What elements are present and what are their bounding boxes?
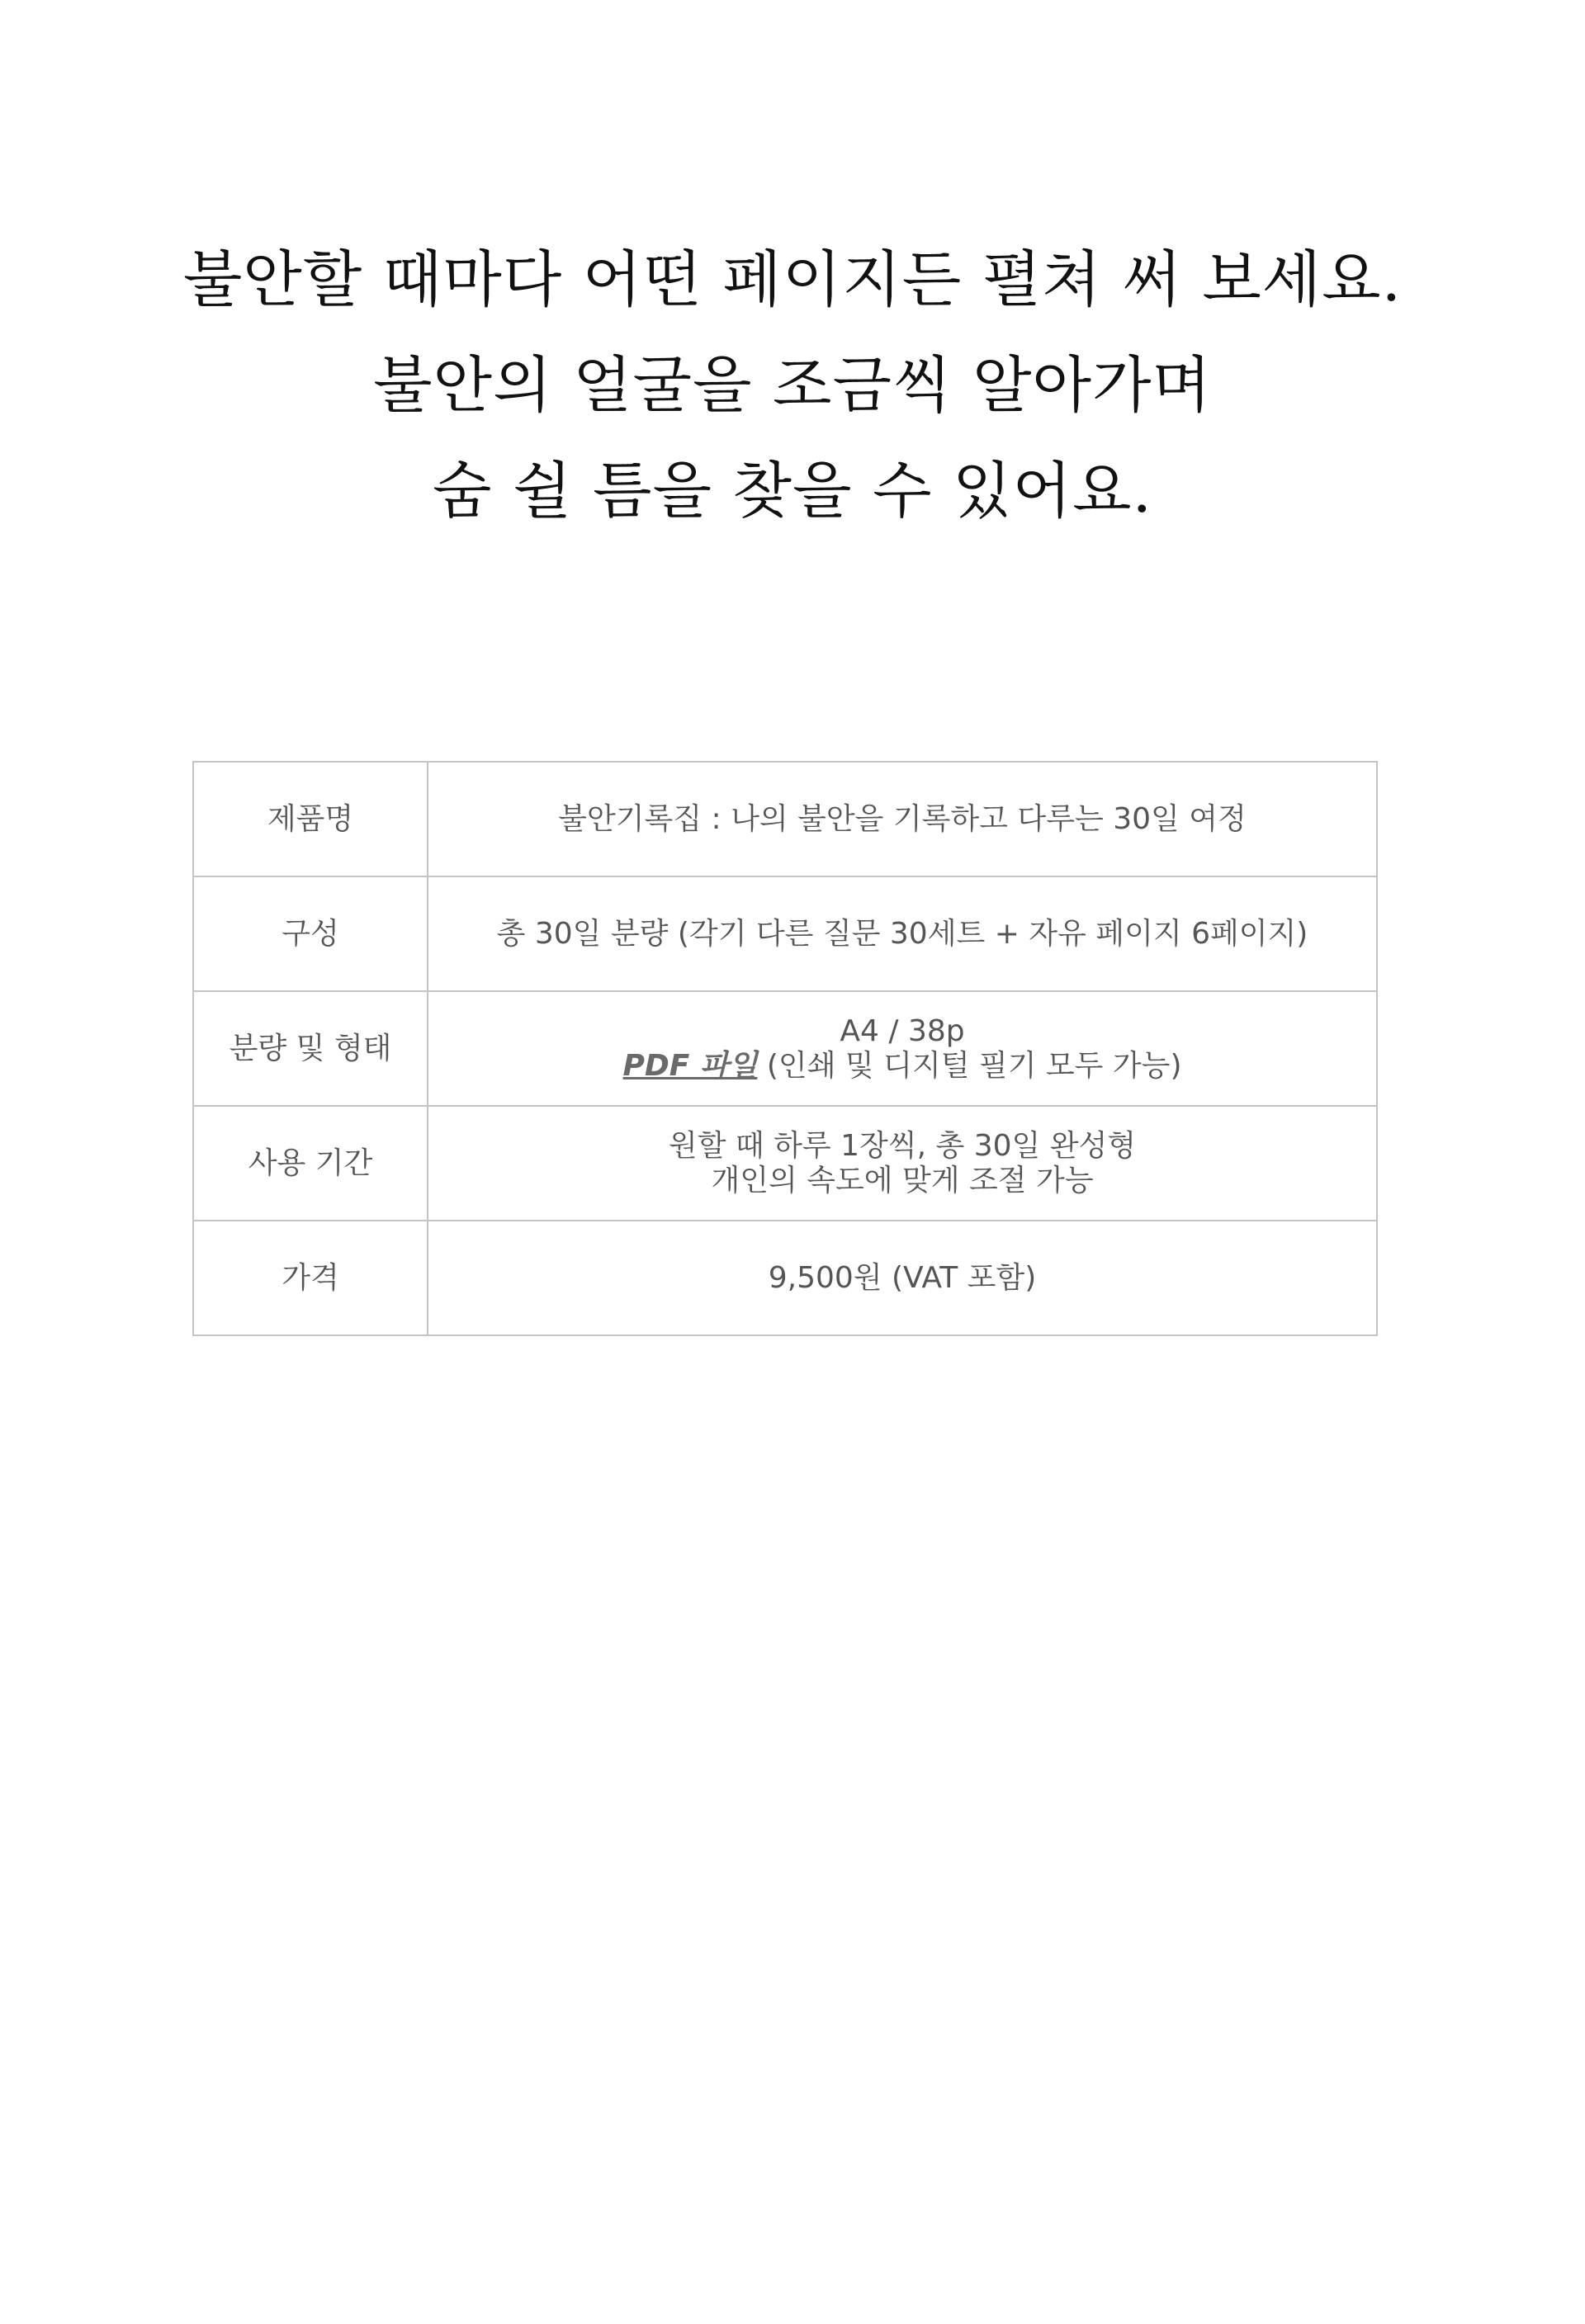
row-label-usage-period: 사용 기간: [193, 1106, 428, 1221]
table-row-product-name: [193, 762, 1377, 876]
row-label-price: 가격: [193, 1221, 428, 1335]
product-info-table: [192, 761, 1378, 1336]
format-file-type: [428, 1049, 1376, 1084]
row-value-product-name: 불안기록집 : 나의 불안을 기록하고 다루는 30일 여정: [428, 762, 1377, 876]
row-value-format: [428, 991, 1377, 1106]
row-value-composition: 총 30일 분량 (각기 다른 질문 30세트 + 자유 페이지 6페이지): [428, 876, 1377, 991]
table-row-price: [193, 1221, 1377, 1335]
table-row-usage-period: [193, 1106, 1377, 1221]
row-label-format: 분량 및 형태: [193, 991, 428, 1106]
headline-line-3: 숨 쉴 틈을 찾을 수 있어요.: [433, 456, 1152, 527]
headline-line-1: 불안할 때마다 어떤 페이지든 펼쳐 써 보세요.: [182, 244, 1403, 315]
table-row-composition: [193, 876, 1377, 991]
headline-line-2: 불안의 얼굴을 조금씩 알아가며: [373, 350, 1212, 421]
format-size-pages: A4 / 38p: [840, 1013, 965, 1048]
pdf-file-emphasis: PDF 파일: [622, 1048, 758, 1083]
row-label-composition: 구성: [193, 876, 428, 991]
usage-period-line-2: 개인의 속도에 맞게 조절 가능: [711, 1163, 1094, 1197]
intro-headline: [0, 227, 1585, 544]
row-value-price: 9,500원 (VAT 포함): [428, 1221, 1377, 1335]
row-label-product-name: 제품명: [193, 762, 428, 876]
table-row-format: [193, 991, 1377, 1106]
row-value-usage-period: [428, 1106, 1377, 1221]
usage-period-line-1: 원할 때 하루 1장씩, 총 30일 완성형: [668, 1128, 1137, 1163]
format-usage-note: (인쇄 및 디지털 필기 모두 가능): [757, 1048, 1182, 1083]
